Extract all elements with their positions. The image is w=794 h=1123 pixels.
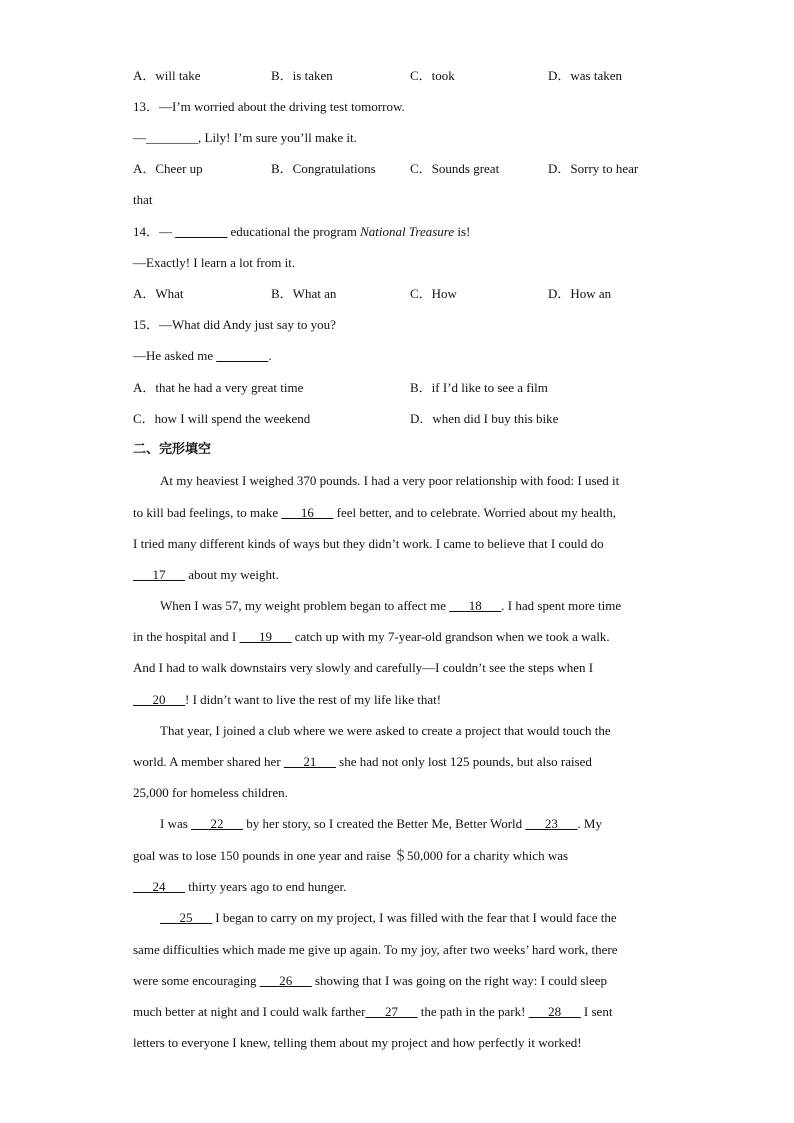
passage-text: she had not only lost 125 pounds, but also raised (335, 754, 592, 769)
passage-text: by her story, so I created the Better Me, Better World (243, 816, 526, 831)
passage-text: When I was 57, my weight problem began to affect me (160, 598, 450, 613)
passage-p5-line3 (133, 973, 607, 989)
blank-19: ___19___ (239, 629, 292, 644)
q14-prefix: 14．— (133, 224, 176, 239)
blank-24: ___24___ (133, 879, 185, 894)
q13-reply-text: , Lily! I’m sure you’ll make it. (198, 130, 357, 145)
q13-option-d-wrap: that (133, 192, 153, 207)
blank-23: ___23___ (525, 816, 578, 831)
q14-suffix: is! (454, 224, 471, 239)
passage-p2-line4 (133, 692, 441, 708)
passage-p2-line1 (160, 598, 621, 614)
passage-p2-line2 (133, 629, 610, 645)
blank-26: ___26___ (259, 973, 312, 988)
blank-28: ___28___ (528, 1004, 581, 1019)
q15-option-c[interactable]: C．how I will spend the weekend (133, 411, 311, 426)
passage-p1-line1: At my heaviest I weighed 370 pounds. I had a very poor relationship with food: I used it (160, 473, 620, 488)
passage-text: were some encouraging (133, 973, 260, 988)
q15-reply-prefix: —He asked me (133, 348, 217, 363)
passage-p3-line3: 25,000 for homeless children. (133, 785, 288, 800)
blank-21: ___21___ (283, 754, 336, 769)
q15-option-d[interactable]: D．when did I buy this bike (410, 411, 559, 426)
passage-text: I was (160, 816, 192, 831)
blank-22: ___22___ (191, 816, 244, 831)
passage-p5-line4 (133, 1004, 612, 1020)
blank-25: ___25___ (160, 910, 212, 925)
q15-option-b[interactable]: B．if I’d like to see a film (410, 380, 548, 395)
passage-text: . My (577, 816, 602, 831)
q12-option-d[interactable]: D．was taken (548, 68, 623, 83)
passage-text: catch up with my 7-year-old grandson when we took a walk. (291, 629, 610, 644)
q14-option-c[interactable]: C．How (410, 286, 457, 301)
blank-27: ___27___ (365, 1004, 418, 1019)
passage-p2-line3: And I had to walk downstairs very slowly and carefully—I couldn’t see the steps when I (133, 660, 594, 675)
passage-text: world. A member shared her (133, 754, 284, 769)
passage-p4-line1 (160, 816, 602, 832)
passage-p4-line2: goal was to lose 150 pounds in one year and raise ＄50,000 for a charity which was (133, 848, 569, 863)
q14-option-d[interactable]: D．How an (548, 286, 612, 301)
q15-option-a[interactable]: A．that he had a very great time (133, 380, 304, 395)
section-heading: 二、完形填空 (133, 442, 212, 457)
passage-text: the path in the park! (417, 1004, 529, 1019)
passage-text: feel better, and to celebrate. Worried about my health, (333, 505, 617, 520)
blank-16: ___16___ (281, 505, 334, 520)
q14-blank: ________ (175, 224, 228, 239)
passage-p4-line3 (133, 879, 346, 895)
passage-text: I sent (580, 1004, 613, 1019)
passage-text: I began to carry on my project, I was filled with the fear that I would face the (212, 910, 617, 925)
q14-reply: —Exactly! I learn a lot from it. (133, 255, 296, 270)
blank-17: ___17___ (133, 567, 185, 582)
q15-blank: ________ (216, 348, 269, 363)
q13-blank: ________ (146, 130, 198, 145)
q13-option-a[interactable]: A．Cheer up (133, 161, 203, 176)
q14-program-title: National Treasure (360, 224, 455, 239)
passage-p3-line2 (133, 754, 592, 770)
q15-reply (133, 348, 272, 364)
q14-stem (133, 224, 470, 240)
passage-text: showing that I was going on the right way: I could sleep (311, 973, 608, 988)
q13-option-d[interactable]: D．Sorry to hear (548, 161, 639, 176)
q13-reply: —________, Lily! I’m sure you’ll make it. (133, 130, 357, 145)
passage-p5-line5: letters to everyone I knew, telling them about my project and how perfectly it worked! (133, 1035, 582, 1050)
passage-text: in the hospital and I (133, 629, 240, 644)
passage-p1-line3: I tried many different kinds of ways but they didn’t work. I came to believe that I could do (133, 536, 604, 551)
q12-option-b[interactable]: B．is taken (271, 68, 333, 83)
q13-option-c[interactable]: C．Sounds great (410, 161, 500, 176)
passage-text: to kill bad feelings, to make (133, 505, 282, 520)
q14-middle: educational the program (227, 224, 361, 239)
passage-p1-line4 (133, 567, 279, 583)
passage-p3-line1: That year, I joined a club where we were asked to create a project that would touch the (160, 723, 611, 738)
passage-p5-line1 (160, 910, 617, 926)
q15-stem: 15．—What did Andy just say to you? (133, 317, 336, 332)
q13-stem: 13．—I’m worried about the driving test tomorrow. (133, 99, 405, 114)
passage-p5-line2: same difficulties which made me give up again. To my joy, after two weeks’ hard work, there (133, 942, 618, 957)
blank-20: ___20___ (133, 692, 185, 707)
passage-p1-line2 (133, 505, 616, 521)
q15-reply-suffix: . (268, 348, 272, 363)
passage-text: . I had spent more time (501, 598, 622, 613)
passage-text: thirty years ago to end hunger. (185, 879, 347, 894)
passage-text: much better at night and I could walk farther (133, 1004, 366, 1019)
q12-option-a[interactable]: A．will take (133, 68, 201, 83)
q14-option-b[interactable]: B．What an (271, 286, 337, 301)
q13-option-b[interactable]: B．Congratulations (271, 161, 376, 176)
q14-option-a[interactable]: A．What (133, 286, 184, 301)
q12-option-c[interactable]: C．took (410, 68, 455, 83)
blank-18: ___18___ (449, 598, 502, 613)
passage-text: about my weight. (185, 567, 279, 582)
passage-text: ! I didn’t want to live the rest of my life like that! (185, 692, 442, 707)
